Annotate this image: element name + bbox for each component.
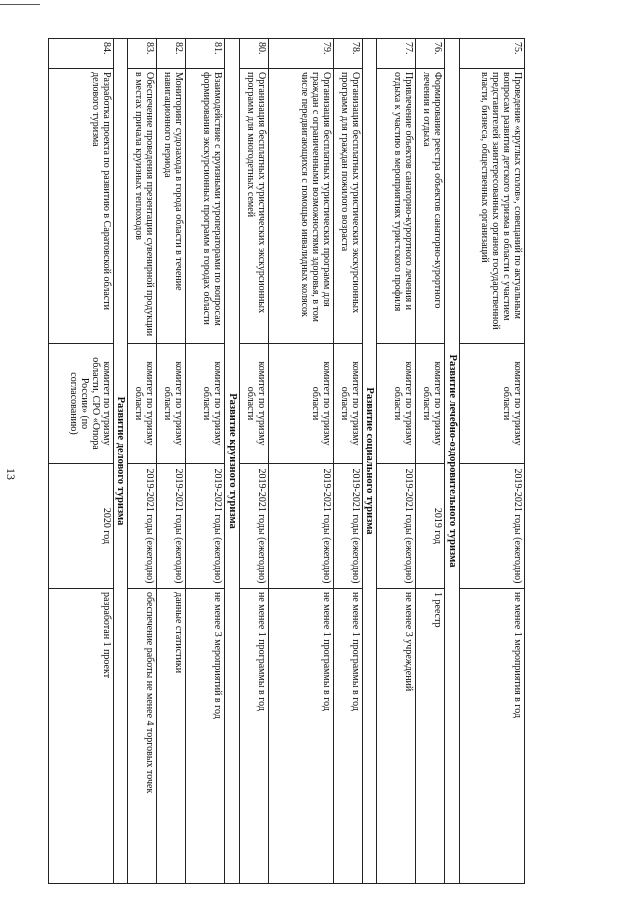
indicator-cell: не менее 1 мероприятия в год [460, 589, 525, 884]
table-row [460, 39, 525, 884]
event-cell: Организация бесплатных туристических экскурсионных программ для граждан пожилого возраста [333, 69, 362, 344]
section-row [445, 39, 460, 884]
term-cell: 2019 год [416, 464, 445, 589]
indicator-cell: данные статистики [157, 589, 186, 884]
section-title: Развитие делового туризма [113, 39, 128, 884]
indicator-cell: не менее 3 мероприятий в год [186, 589, 225, 884]
event-cell: Разработка проекта по развитию в Саратовской области делового туризма [48, 69, 113, 344]
indicator-cell: разработан 1 проект [48, 589, 113, 884]
event-cell: Взаимодействие с круизными туроператорами по вопросам формирования экскурсионных программ в городах области [186, 69, 225, 344]
event-cell: Мониторинг судозахода в города области в течение навигационного периода [157, 69, 186, 344]
row-number: 77. [377, 39, 416, 69]
row-number: 76. [416, 39, 445, 69]
scan-edge-mark [0, 4, 40, 5]
indicator-cell: не менее 1 программы в год [239, 589, 268, 884]
section-title: Развитие круизного туризма [225, 39, 240, 884]
term-cell: 2020 год [48, 464, 113, 589]
indicator-cell: не менее 3 учреждений [377, 589, 416, 884]
term-cell: 2019-2021 годы (ежегодно) [239, 464, 268, 589]
table-row [268, 39, 333, 884]
executor-cell: комитет по туризму области [416, 344, 445, 464]
indicator-cell: обеспечение работы не менее 4 торговых точек [128, 589, 157, 884]
executor-cell: комитет по туризму области [128, 344, 157, 464]
page-number: 13 [4, 468, 18, 480]
term-cell: 2019-2021 годы (ежегодно) [186, 464, 225, 589]
executor-cell: комитет по туризму области [239, 344, 268, 464]
table-row [377, 39, 416, 884]
event-cell: Формирование реестра объектов санаторно-курортного лечения и отдыха [416, 69, 445, 344]
row-number: 78. [333, 39, 362, 69]
event-cell: Привлечение объектов санаторно-курортного лечения и отдыха к участию в мероприятиях туристского профиля [377, 69, 416, 344]
indicator-cell: не менее 1 программы в год [268, 589, 333, 884]
event-cell: Организация бесплатных туристических экскурсионных программ для многодетных семей [239, 69, 268, 344]
table-row [416, 39, 445, 884]
row-number: 81. [186, 39, 225, 69]
table-row [239, 39, 268, 884]
table-row [186, 39, 225, 884]
row-number: 75. [460, 39, 525, 69]
table-row [157, 39, 186, 884]
term-cell: 2019-2021 годы (ежегодно) [128, 464, 157, 589]
term-cell: 2019-2021 годы (ежегодно) [157, 464, 186, 589]
row-number: 84. [48, 39, 113, 69]
executor-cell: комитет по туризму области [186, 344, 225, 464]
event-cell: Организация бесплатных туристических программ для граждан с ограниченными возможностями здоровья, в том числе передвигающихся с помощью инвалидных колясок [268, 69, 333, 344]
section-row [362, 39, 377, 884]
section-row [225, 39, 240, 884]
event-cell: Проведение «круглых столов», совещаний по актуальным вопросам развития детского туризма в области с участием представителей заинтересованных органов государственной власти, бизнеса, общественных организаций [460, 69, 525, 344]
term-cell: 2019-2021 годы (ежегодно) [377, 464, 416, 589]
executor-cell: комитет по туризму области [157, 344, 186, 464]
table-row [128, 39, 157, 884]
term-cell: 2019-2021 годы (ежегодно) [333, 464, 362, 589]
executor-cell: комитет по туризму области [333, 344, 362, 464]
table-row [333, 39, 362, 884]
indicator-cell: не менее 1 программы в год [333, 589, 362, 884]
section-title: Развитие социального туризма [362, 39, 377, 884]
section-row [113, 39, 128, 884]
indicator-cell: 1 реестр [416, 589, 445, 884]
executor-cell: комитет по туризму области, СРО «Опора России» (по согласованию) [48, 344, 113, 464]
row-number: 79. [268, 39, 333, 69]
measures-table [48, 38, 525, 884]
row-number: 80. [239, 39, 268, 69]
table-row [48, 39, 113, 884]
rotated-page [67, 38, 525, 883]
section-title: Развитие лечебно-оздоровительного туризма [445, 39, 460, 884]
executor-cell: комитет по туризму области [460, 344, 525, 464]
row-number: 82. [157, 39, 186, 69]
term-cell: 2019-2021 годы (ежегодно) [268, 464, 333, 589]
executor-cell: комитет по туризму области [268, 344, 333, 464]
event-cell: Обеспечение проведения презентации сувенирной продукции в местах причала круизных теплоходов [128, 69, 157, 344]
executor-cell: комитет по туризму области [377, 344, 416, 464]
row-number: 83. [128, 39, 157, 69]
term-cell: 2019-2021 годы (ежегодно) [460, 464, 525, 589]
